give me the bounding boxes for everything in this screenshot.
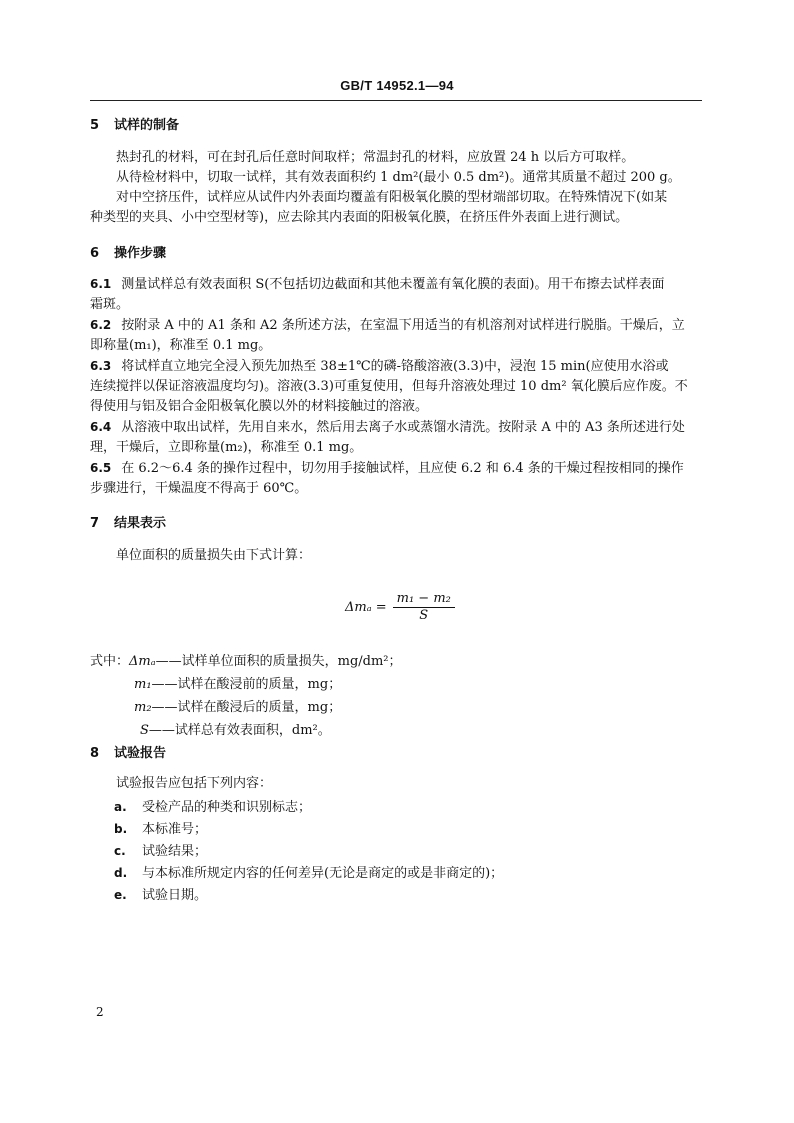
list-item	[114, 884, 734, 906]
formula-fraction	[393, 591, 455, 624]
formula-lhs: Δmₐ =	[345, 600, 387, 615]
step-6-4	[90, 417, 710, 458]
step-number: 6.3	[90, 359, 112, 373]
legend-symbol: Δmₐ	[129, 654, 156, 669]
step-line	[90, 274, 710, 295]
legend-text: ——试样单位面积的质量损失，mg/dm²；	[155, 654, 402, 669]
step-line: 理，干燥后，立即称量(m₂)，称准至 0.1 mg。	[90, 440, 363, 455]
legend-symbol: m₂	[134, 700, 152, 715]
formula-denominator: S	[419, 608, 429, 623]
page-number: 2	[96, 1005, 104, 1019]
section-8	[90, 742, 710, 761]
list-item	[114, 796, 734, 818]
legend-row	[90, 719, 710, 742]
step-line	[90, 458, 710, 479]
legend-symbol: S	[140, 723, 149, 738]
step-line	[90, 356, 710, 377]
legend-text: ——试样在酸浸后的质量，mg；	[151, 700, 342, 715]
section-heading	[90, 512, 710, 531]
legend-row	[90, 650, 710, 673]
step-6-3	[90, 356, 710, 417]
item-text: 本标准号；	[142, 822, 208, 837]
paragraph: 对中空挤压件，试样应从试件内外表面均覆盖有阳极氧化膜的型材端部切取。在特殊情况下(如某	[116, 190, 668, 205]
item-text: 受检产品的种类和识别标志；	[142, 800, 312, 815]
step-line: 得使用与铝及铝合金阳极氧化膜以外的材料接触过的溶液。	[90, 399, 429, 414]
step-6-2	[90, 315, 710, 356]
item-label: a.	[114, 800, 127, 814]
item-text: 与本标准所规定内容的任何差异(无论是商定的或是非商定的)；	[142, 866, 504, 881]
formula-numerator: m₁ − m₂	[393, 591, 455, 608]
section-number: 8	[90, 746, 100, 761]
legend-row	[90, 673, 710, 696]
list-item	[114, 862, 734, 884]
list-item	[114, 840, 734, 862]
step-line	[90, 315, 710, 336]
formula-legend	[90, 650, 710, 742]
section-number: 7	[90, 516, 100, 531]
item-label: d.	[114, 866, 128, 880]
section-heading	[90, 742, 710, 761]
item-label: b.	[114, 822, 128, 836]
section-7-intro	[90, 546, 710, 566]
section-5	[90, 114, 710, 133]
step-6-5	[90, 458, 710, 499]
step-number: 6.4	[90, 420, 112, 434]
legend-text: ——试样在酸浸前的质量，mg；	[151, 677, 342, 692]
header-rule	[90, 100, 702, 101]
step-text: 测量试样总有效表面积 S(不包括切边截面和其他未覆盖有氧化膜的表面)。用干布擦去试样表面	[121, 277, 665, 292]
item-label: e.	[114, 888, 127, 902]
paragraph: 种类型的夹具、小中空型材等)，应去除其内表面的阳极氧化膜，在挤压件外表面上进行测试。	[90, 210, 629, 225]
legend-prefix: 式中：	[90, 654, 130, 669]
step-number: 6.1	[90, 277, 112, 291]
step-line: 步骤进行，干燥温度不得高于 60℃。	[90, 481, 308, 496]
section-heading	[90, 242, 710, 261]
paragraph: 从待检材料中，切取一试样，其有效表面积约 1 dm²(最小 0.5 dm²)。通常其质量不超过 200 g。	[116, 170, 681, 185]
section-7	[90, 512, 710, 531]
report-items	[114, 796, 734, 906]
section-6	[90, 242, 710, 261]
step-line: 霜斑。	[90, 297, 130, 312]
paragraph: 热封孔的材料，可在封孔后任意时间取样；常温封孔的材料，应放置 24 h 以后方可取样。	[116, 150, 635, 165]
page-header: GB/T 14952.1—94	[340, 78, 454, 93]
section-8-intro	[90, 774, 710, 794]
step-6-1	[90, 274, 710, 315]
section-title: 结果表示	[114, 516, 167, 531]
step-number: 6.2	[90, 318, 112, 332]
legend-symbol: m₁	[134, 677, 152, 692]
section-heading	[90, 114, 710, 133]
legend-row	[90, 696, 710, 719]
legend-text: ——试样总有效表面积，dm²。	[148, 723, 331, 738]
section-title: 试验报告	[114, 746, 167, 761]
item-text: 试验日期。	[142, 888, 208, 903]
mass-loss-formula	[345, 591, 455, 624]
item-text: 试验结果；	[142, 844, 208, 859]
list-item	[114, 818, 734, 840]
section-number: 6	[90, 246, 100, 261]
step-text: 按附录 A 中的 A1 条和 A2 条所述方法，在室温下用适当的有机溶剂对试样进行脱脂。干燥后，立	[121, 318, 685, 333]
section-6-steps	[90, 274, 710, 499]
step-number: 6.5	[90, 461, 112, 475]
section-title: 试样的制备	[114, 118, 180, 133]
step-line: 即称量(m₁)，称准至 0.1 mg。	[90, 338, 272, 353]
section-5-body	[90, 148, 710, 228]
section-number: 5	[90, 118, 100, 133]
step-text: 从溶液中取出试样，先用自来水，然后用去离子水或蒸馏水清洗。按附录 A 中的 A3 条所述进行处	[121, 420, 685, 435]
step-text: 将试样直立地完全浸入预先加热至 38±1℃的磷-铬酸溶液(3.3)中，浸泡 15 min(应使用水浴或	[121, 359, 669, 374]
section-title: 操作步骤	[114, 246, 167, 261]
step-text: 在 6.2～6.4 条的操作过程中，切勿用手接触试样，且应使 6.2 和 6.4 条的干燥过程按相同的操作	[121, 461, 684, 476]
step-line: 连续搅拌以保证溶液温度均匀)。溶液(3.3)可重复使用，但每升溶液处理过 10 dm² 氧化膜后应作废。不	[90, 379, 688, 394]
paragraph: 试验报告应包括下列内容：	[116, 776, 273, 791]
step-line	[90, 417, 710, 438]
paragraph: 单位面积的质量损失由下式计算：	[116, 548, 312, 563]
item-label: c.	[114, 844, 126, 858]
